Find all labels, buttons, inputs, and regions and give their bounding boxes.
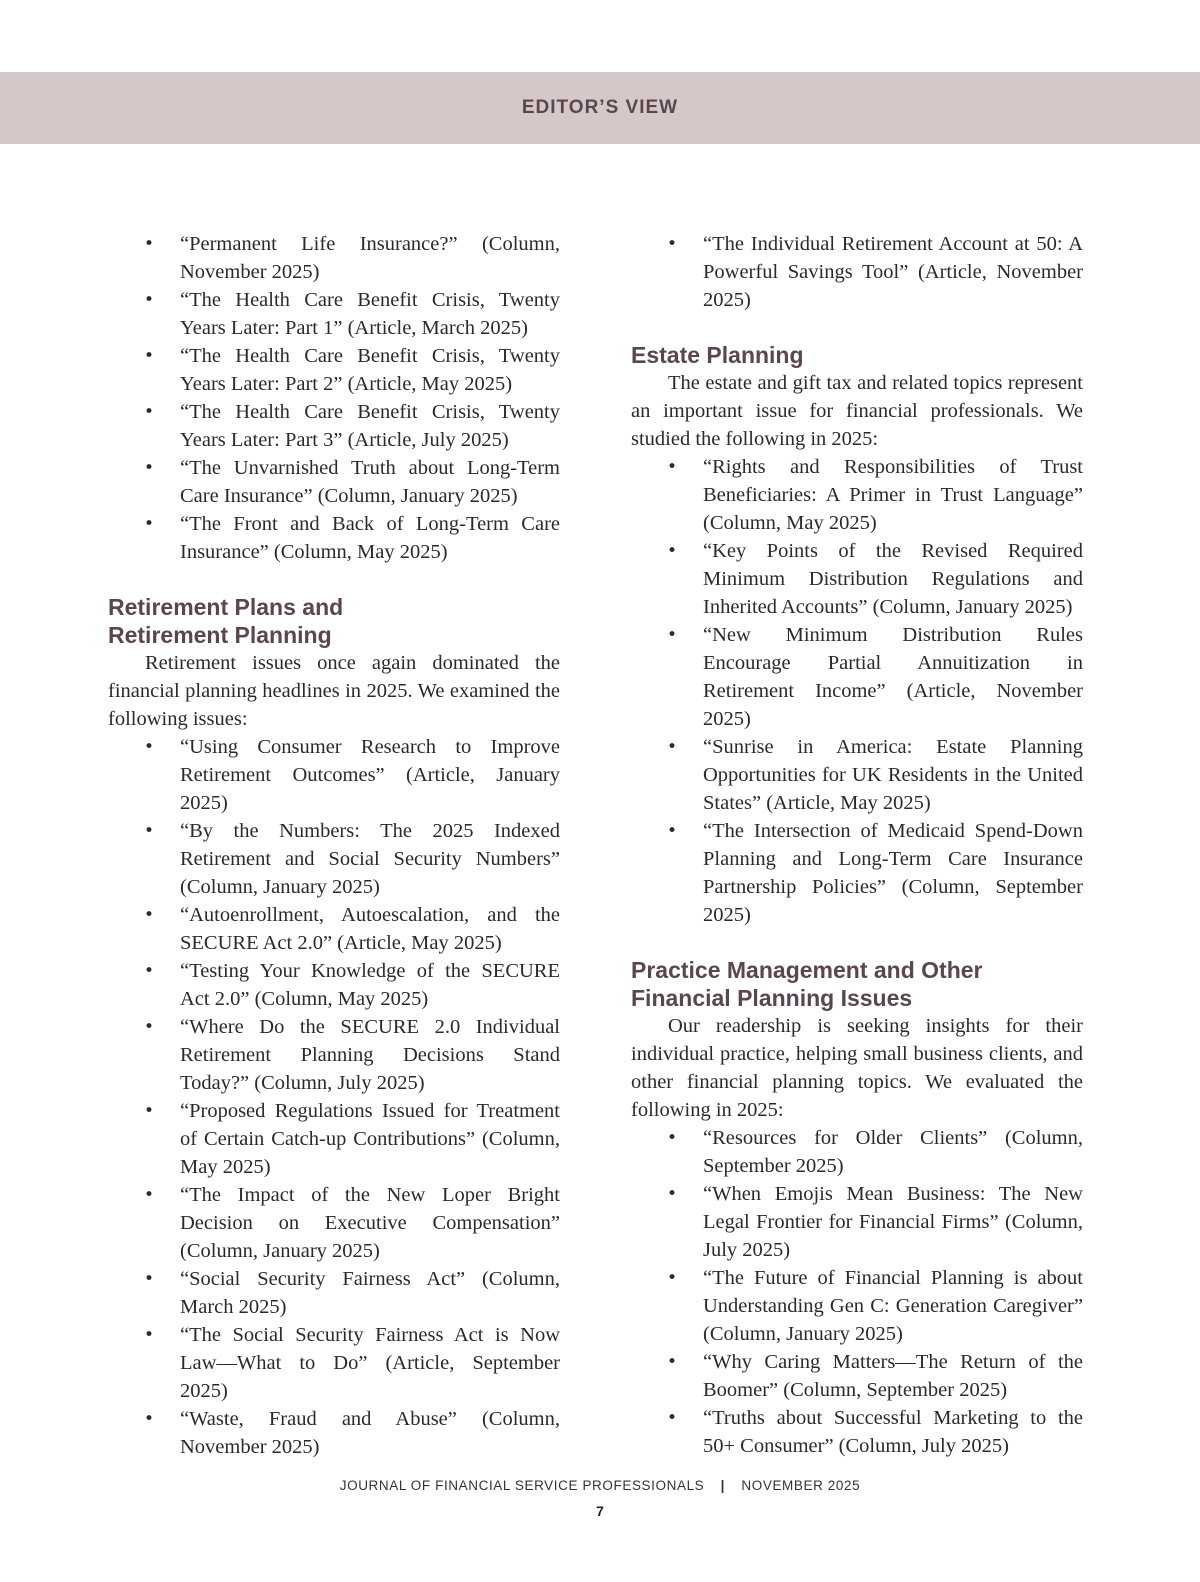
list-item: • “Why Caring Matters—The Return of the Boomer” (Column, September 2025)	[703, 1348, 1083, 1404]
practice-intro: Our readership is seeking insights for their individual practice, helping small business clients, and other financial planning topics. We evaluated the following in 2025:	[631, 1015, 1083, 1121]
retirement-list	[108, 733, 560, 1461]
list-item: • “Using Consumer Research to Improve Retirement Outcomes” (Article, January 2025)	[180, 733, 560, 817]
list-item: • “Key Points of the Revised Required Minimum Distribution Regulations and Inherited Accounts” (Column, January 2025)	[703, 537, 1083, 621]
retirement-intro: Retirement issues once again dominated the financial planning headlines in 2025. We examined the following issues:	[108, 652, 560, 730]
left-column	[108, 230, 560, 1461]
list-item: • “Proposed Regulations Issued for Treatment of Certain Catch-up Contributions” (Column, May 2025)	[180, 1097, 560, 1181]
issue-date: NOVEMBER 2025	[741, 1478, 861, 1493]
list-item: • “Waste, Fraud and Abuse” (Column, November 2025)	[180, 1405, 560, 1461]
ira-list	[631, 230, 1083, 314]
list-item: • “By the Numbers: The 2025 Indexed Retirement and Social Security Numbers” (Column, January 2025)	[180, 817, 560, 901]
footer-separator: |	[720, 1478, 726, 1493]
list-item: • “The Individual Retirement Account at 50: A Powerful Savings Tool” (Article, November 2025)	[703, 230, 1083, 314]
retirement-heading	[108, 593, 560, 649]
estate-intro: The estate and gift tax and related topics represent an important issue for financial professionals. We studied the following in 2025:	[631, 372, 1083, 450]
list-item: • “Sunrise in America: Estate Planning Opportunities for UK Residents in the United States” (Article, May 2025)	[703, 733, 1083, 817]
estate-list	[631, 453, 1083, 929]
estate-heading: Estate Planning	[631, 342, 804, 368]
section-banner	[0, 72, 1200, 144]
list-item: • “The Intersection of Medicaid Spend-Down Planning and Long-Term Care Insurance Partnership Policies” (Column, September 2025)	[703, 817, 1083, 929]
list-item: • “Autoenrollment, Autoescalation, and the SECURE Act 2.0” (Article, May 2025)	[180, 901, 560, 957]
list-item: • “Where Do the SECURE 2.0 Individual Retirement Planning Decisions Stand Today?” (Column, July 2025)	[180, 1013, 560, 1097]
journal-name: JOURNAL OF FINANCIAL SERVICE PROFESSIONALS	[339, 1478, 705, 1493]
list-item: • “Testing Your Knowledge of the SECURE Act 2.0” (Column, May 2025)	[180, 957, 560, 1013]
retirement-heading-line2: Retirement Planning	[108, 622, 332, 648]
list-item: • “The Front and Back of Long-Term Care Insurance” (Column, May 2025)	[180, 510, 560, 566]
list-item: • “The Social Security Fairness Act is Now Law—What to Do” (Article, September 2025)	[180, 1321, 560, 1405]
practice-list	[631, 1124, 1083, 1460]
practice-heading-line2: Financial Planning Issues	[631, 985, 913, 1011]
list-item: • “The Unvarnished Truth about Long-Term Care Insurance” (Column, January 2025)	[180, 454, 560, 510]
list-item: • “Permanent Life Insurance?” (Column, November 2025)	[180, 230, 560, 286]
list-item: • “The Health Care Benefit Crisis, Twenty Years Later: Part 2” (Article, May 2025)	[180, 342, 560, 398]
section-title: EDITOR’S VIEW	[521, 97, 679, 118]
practice-heading	[631, 956, 1083, 1012]
list-item: • “Resources for Older Clients” (Column, September 2025)	[703, 1124, 1083, 1180]
list-item: • “New Minimum Distribution Rules Encourage Partial Annuitization in Retirement Income” (Article, November 2025)	[703, 621, 1083, 733]
list-item: • “Rights and Responsibilities of Trust Beneficiaries: A Primer in Trust Language” (Column, May 2025)	[703, 453, 1083, 537]
health-care-list	[108, 230, 560, 566]
list-item: • “When Emojis Mean Business: The New Legal Frontier for Financial Firms” (Column, July 2025)	[703, 1180, 1083, 1264]
footer	[0, 1478, 1200, 1493]
retirement-heading-line1: Retirement Plans and	[108, 594, 344, 620]
right-column	[631, 230, 1083, 1460]
page-number: 7	[596, 1503, 604, 1519]
list-item: • “The Impact of the New Loper Bright Decision on Executive Compensation” (Column, January 2025)	[180, 1181, 560, 1265]
list-item: • “Social Security Fairness Act” (Column, March 2025)	[180, 1265, 560, 1321]
practice-heading-line1: Practice Management and Other	[631, 957, 983, 983]
list-item: • “Truths about Successful Marketing to the 50+ Consumer” (Column, July 2025)	[703, 1404, 1083, 1460]
list-item: • “The Health Care Benefit Crisis, Twenty Years Later: Part 1” (Article, March 2025)	[180, 286, 560, 342]
list-item: • “The Future of Financial Planning is about Understanding Gen C: Generation Caregiver” (Column, January 2025)	[703, 1264, 1083, 1348]
list-item: • “The Health Care Benefit Crisis, Twenty Years Later: Part 3” (Article, July 2025)	[180, 398, 560, 454]
